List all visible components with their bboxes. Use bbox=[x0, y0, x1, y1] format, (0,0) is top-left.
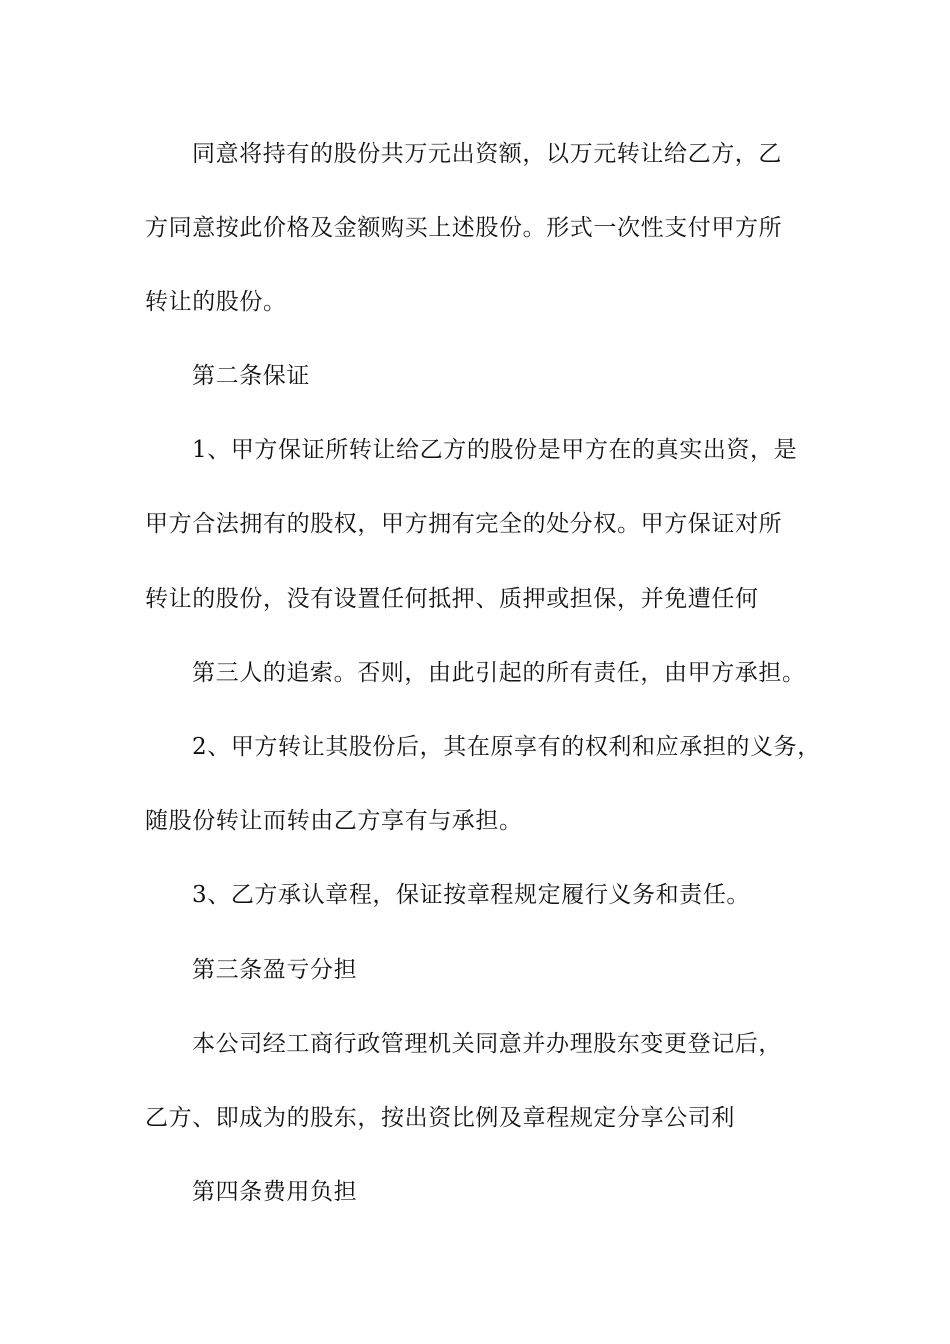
paragraph-line: 乙方、即成为的股东，按出资比例及章程规定分享公司利 bbox=[145, 1105, 735, 1131]
paragraph-line: 3、乙方承认章程，保证按章程规定履行义务和责任。 bbox=[192, 882, 751, 908]
section-heading: 第二条保证 bbox=[192, 363, 310, 389]
paragraph-line: 随股份转让而转由乙方享有与承担。 bbox=[145, 808, 523, 834]
paragraph-line: 方同意按此价格及金额购买上述股份。形式一次性支付甲方所 bbox=[145, 215, 783, 241]
paragraph-line: 同意将持有的股份共万元出资额，以万元转让给乙方，乙 bbox=[192, 141, 782, 167]
paragraph-line: 转让的股份，没有设置任何抵押、质押或担保，并免遭任何 bbox=[145, 586, 759, 612]
section-heading: 第四条费用负担 bbox=[192, 1179, 358, 1205]
paragraph-line: 1、甲方保证所转让给乙方的股份是甲方在的真实出资，是 bbox=[192, 437, 798, 463]
paragraph-line: 2、甲方转让其股份后，其在原享有的权利和应承担的义务， bbox=[192, 734, 821, 760]
paragraph-line: 转让的股份。 bbox=[145, 289, 287, 315]
paragraph-line: 甲方合法拥有的股权，甲方拥有完全的处分权。甲方保证对所 bbox=[145, 511, 783, 537]
paragraph-line: 本公司经工商行政管理机关同意并办理股东变更登记后， bbox=[192, 1031, 782, 1057]
section-heading: 第三条盈亏分担 bbox=[192, 957, 358, 983]
paragraph-line: 第三人的追索。否则，由此引起的所有责任，由甲方承担。 bbox=[192, 660, 806, 686]
